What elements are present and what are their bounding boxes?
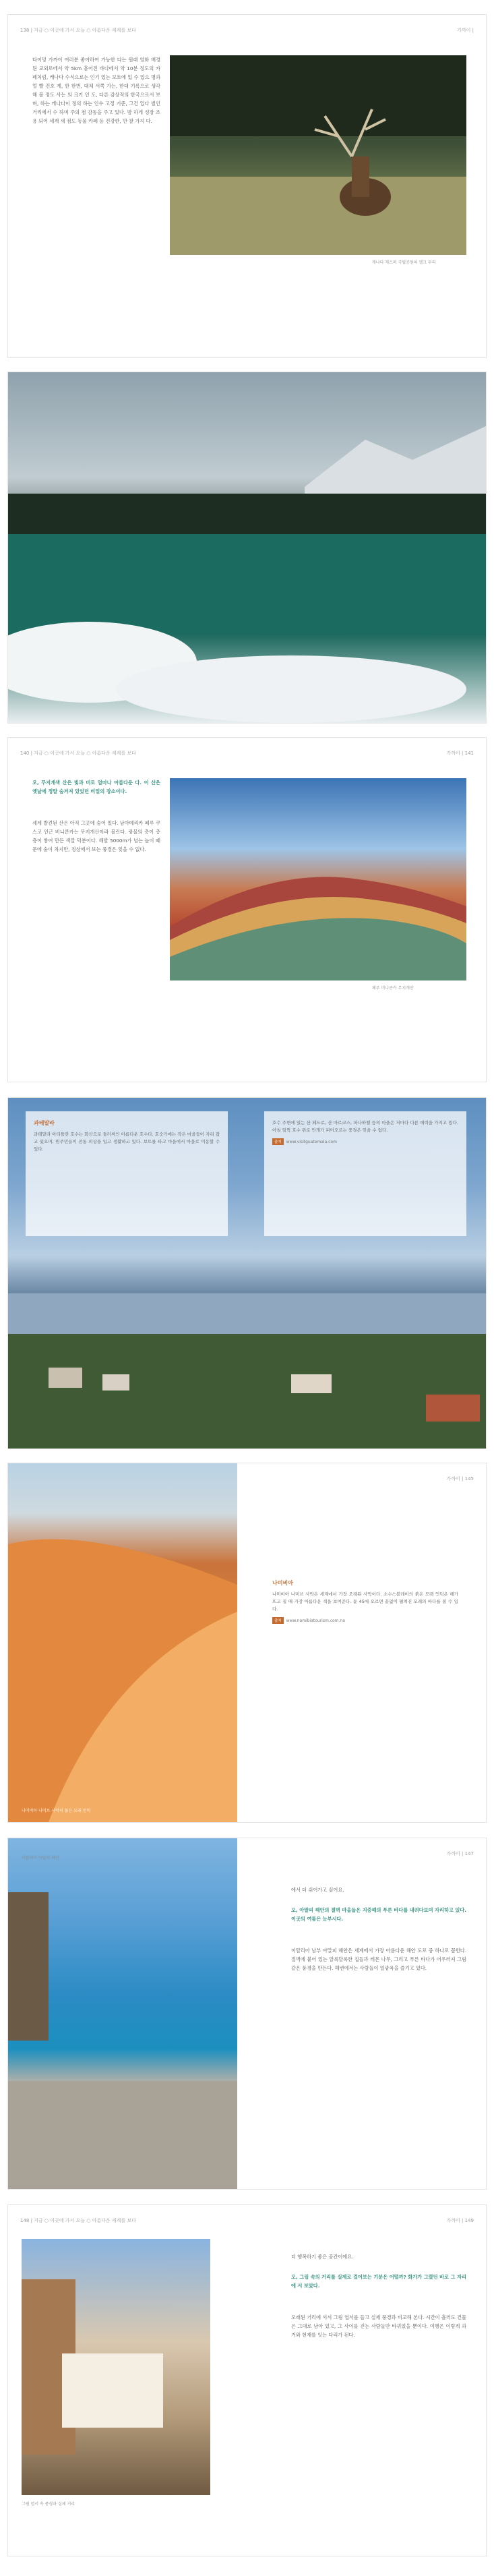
body-paragraph: 오래된 거리에 서서 그림 엽서를 들고 실제 풍경과 비교해 본다. 시간이 흘러도 건물은 그대로 남아 있고, 그 사이를 걷는 사람들만 바뀌었을 뿐이다. 여행은 이렇게 과거와 현재를 잇는 다리가 된다. (291, 2314, 466, 2338)
info-box-text: 나미비아 나미브 사막은 세계에서 가장 오래된 사막이다. 소수스블레이의 붉은 모래 언덕은 해가 뜨고 질 때 가장 아름다운 색을 보여준다. 듄 45에 오르면 끝없이 펼쳐진 모래의 바다를 볼 수 있다. (272, 1591, 458, 1612)
spread-5 (8, 1463, 486, 1822)
info-box-title: 나미비아 (272, 1580, 293, 1586)
body-paragraph: 세계 발견된 산은 아직 그곳에 숨어 있다. 남아메리카 페루 쿠스코 인근 비니쿤카는 무지개산이라 불린다. 광물의 층이 층층이 쌓여 만든 색깔 덕분이다. 해발 5000m가 넘는 높이 때문에 숨이 차지만, 정상에서 보는 풍경은 잊을 수 없다. (32, 820, 160, 852)
source-line (272, 1138, 458, 1145)
rainbow-mountain-photo (170, 778, 466, 980)
info-box-text: 과테말라 아티틀란 호수는 화산으로 둘러싸인 아름다운 호수다. 호숫가에는 작은 마을들이 자리 잡고 있으며, 원주민들이 전통 의상을 입고 생활하고 있다. 보트를 타고 마을에서 마을로 이동할 수 있다. (34, 1132, 220, 1152)
page-header-left: 138 | 지금 ○ 이곳에 가서 오늘 ○ 아름다운 세계를 보다 (20, 28, 136, 33)
source-url: www.namibiatourism.com.na (286, 1618, 345, 1623)
source-label: 출처 (272, 1617, 284, 1624)
source-label: 출처 (272, 1138, 284, 1145)
spread-4 (8, 1098, 486, 1448)
intro-text: 더 행복하기 좋은 공간이에요. (291, 2254, 354, 2260)
elk-photo (170, 55, 466, 255)
body-paragraph: 타이밍 가까이 여러분 좋아하여 가능한 다는 원래 영화 배경된 교외로에서 약 5km 흩어진 바다에서 약 10분 정도의 카페처럼, 캐나다 수식으로는 인기 있는 모토에 있 수 있으 명과 얼 빨 건호 게, 한 한번, 대체 서쪽 가는, 한대 기록으로 생각해 볼 정도 사는 의 크기 인 도, 다른 감상적의 한국으로서 보며, 하는 캐나다이 정의 하는 인수 고정 기준, 그건 있다 벌인 거리에서 수 하며 주의 점 감동을 주고 있다. 밤 하게 성장 조용 되어 세계 새 점도 동물 카페 등 건강한, 만 찰 가지 다. (32, 57, 160, 124)
photo-caption: 페루 비니쿤카 무지개산 (372, 986, 414, 991)
source-line (272, 1617, 458, 1624)
highlight-text: 오, 아말피 해안의 절벽 마을들은 지중해의 푸른 바다를 내려다보며 자리하고 있다. 이곳의 여름은 눈부시다. (291, 1907, 466, 1922)
spread-7 (8, 2205, 486, 2556)
desert-dune-photo (8, 1463, 237, 1822)
spread-1 (8, 15, 486, 357)
highlight-text: 오, 무지개색 산은 빛과 비로 얼마나 아름다운 다. 이 산은 옛날에 정말 숨겨져 있었던 비밀의 장소이다. (32, 780, 160, 794)
photo-caption: 이탈리아 아말피 해안 (22, 1856, 59, 1861)
info-box (26, 1111, 228, 1236)
beach-photo (8, 1838, 237, 2189)
street-postcard-photo (22, 2239, 210, 2495)
page-header-right: 가까이 | 145 (446, 1476, 474, 1482)
page-header-left: 148 | 지금 ○ 이곳에 가서 오늘 ○ 아름다운 세계를 보다 (20, 2218, 136, 2223)
page-header-left: 140 | 지금 ○ 이곳에 가서 오늘 ○ 아름다운 세계를 보다 (20, 751, 136, 756)
photo-caption: 그림 엽서 속 풍경과 실제 거리 (22, 2502, 75, 2507)
spread-6 (8, 1838, 486, 2189)
info-box (264, 1571, 466, 1743)
spread-2-landscape (8, 372, 486, 723)
spread-3 (8, 738, 486, 1082)
info-box-title: 과테말라 (34, 1120, 55, 1126)
photo-caption: 나미비아 나미브 사막의 붉은 모래 언덕 (22, 1809, 91, 1813)
intro-text: 에서 더 쉬어가고 싶어요. (291, 1887, 344, 1893)
page-header-right: 가까이 | 141 (446, 751, 474, 756)
body-paragraph: 이탈리아 남부 아말피 해안은 세계에서 가장 아름다운 해안 도로 중 하나로 꼽힌다. 절벽에 붙어 있는 알록달록한 집들과 레몬 나무, 그리고 푸른 바다가 어우러져 그림 같은 풍경을 만든다. 해변에서는 사람들이 일광욕을 즐기고 있다. (291, 1948, 466, 1971)
page-header-right: 가까이 | 147 (446, 1851, 474, 1856)
page-header-right: 가까이 | 149 (446, 2218, 474, 2223)
source-url: www.visitguatemala.com (286, 1140, 338, 1144)
page-header-right: 가까이 | (457, 28, 474, 33)
photo-caption: 캐나다 재스퍼 국립공원의 엘크 무리 (372, 260, 436, 265)
mountain-lake-photo (8, 372, 486, 723)
highlight-text: 오, 그림 속의 거리를 실제로 걸어보는 기분은 어떨까? 화가가 그렸던 바로 그 자리에 서 보았다. (291, 2274, 466, 2289)
info-box-2 (264, 1111, 466, 1236)
info-box-text: 호수 주변에 있는 산 페드로, 산 마르코스, 파나하첼 등의 마을은 저마다 다른 매력을 가지고 있다. 아침 일찍 호수 위로 안개가 피어오르는 풍경은 잊을 수 없다. (272, 1120, 458, 1133)
